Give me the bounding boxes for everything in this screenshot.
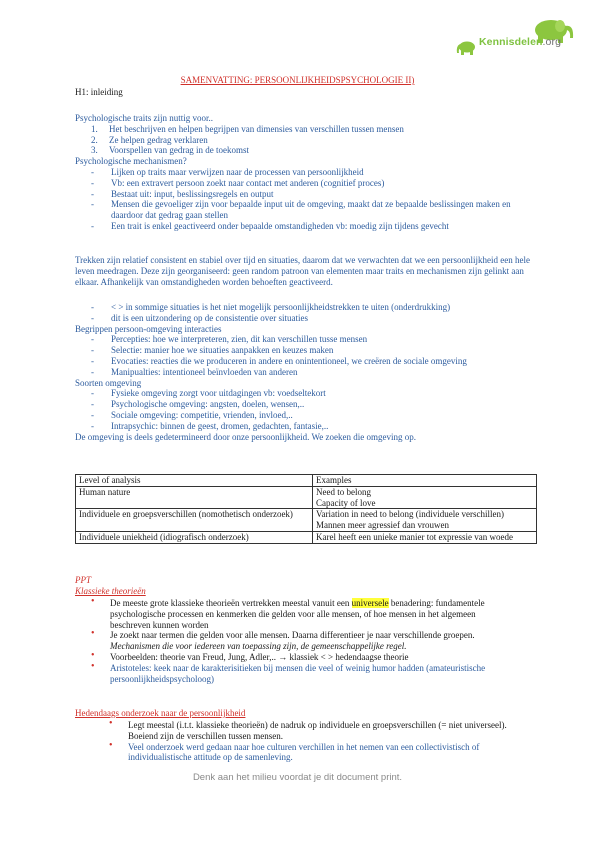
list-item: • De meeste grote klassieke theorieën vertrekken meestal vanuit een universele benadering: fundamentele psychologische processen en kenmerken die gelden voor alle mensen, of hoe mensen in het algemeen beschreven kunnen worden: [91, 596, 485, 630]
list-item: • Aristoteles: keek naar de karakterisitieken bij mensen die veel of weinig humor hadden (amateuristische persoonlijkheidspsycholoog): [75, 663, 545, 685]
list-item: - Evocaties: reacties die we produceren in andere en onintentioneel, we creëren de sociale omgeving: [91, 355, 467, 366]
list-text: Vb: een extravert persoon zoekt naar contact met anderen (cognitief proces): [111, 177, 385, 188]
list-text: < > in sommige situaties is het niet mogelijk persoonlijkheidstrekken te uiten (onderdrukking): [111, 302, 451, 312]
logo-tld: .org: [542, 36, 562, 48]
cell-line: Capacity of love: [316, 497, 376, 508]
consistency-list: [75, 302, 545, 442]
traits-section: [75, 113, 545, 232]
list-text: Percepties: hoe we interpreteren, zien, dit kan verschillen tusse mensen: [111, 334, 368, 345]
list-item: - Sociale omgeving: competitie, vrienden, invloed,..: [91, 409, 293, 420]
list-item: - Een trait is enkel geactiveerd onder bepaalde omstandigheden vb: moedig zijn tijdens gevecht: [91, 220, 449, 231]
traits-heading: Psychologische traits zijn nuttig voor..: [75, 113, 213, 123]
list-text: Legt meestal (i.t.t. klassieke theorieën) de nadruk op individuele en groepsverschillen (= niet universeel). Boeiend zijn de verschillen tussen mensen.: [128, 720, 507, 741]
list-text: Intrapsychic: binnen de geest, dromen, gedachten, fantasie,..: [111, 420, 329, 431]
analysis-table: [75, 474, 537, 544]
mechanisms-heading: Psychologische mechanismen?: [75, 156, 187, 167]
modern-list: [75, 720, 545, 763]
list-text: De meeste grote klassieke theorieën vertrekken meestal vanuit een: [110, 598, 352, 608]
consistency-paragraph: Trekken zijn relatief consistent en stabiel over tijd en situaties, daarom dat we verwachten dat we een persoonlijkheid een hele leven meedragen. Deze zijn georganiseerd: geen random patroon van elementen maar traits en mechanismen zijn gelinkt aan elkaar. Afhankelijk van omstandigheden worden behoeften geactiveerd.: [75, 255, 531, 287]
list-text: Aristoteles: keek naar de karakterisitieken bij mensen die veel of weinig humor hadden (amateuristische persoonlijkheidspsycholoog): [110, 662, 486, 684]
table-row: [76, 486, 537, 509]
list-text: Selectie: manier hoe we situaties aanpakken en keuzes maken: [111, 345, 334, 356]
list-text: Sociale omgeving: competitie, vrienden, invloed,..: [111, 409, 293, 420]
table-cell: Human nature: [76, 486, 313, 509]
italic-text: Mechanismen die voor iedereen van toepassing zijn, de gemeenschappelijke regel.: [110, 641, 407, 652]
list-text: Je zoekt naar termen die gelden voor alle mensen. Daarna differentieer je naar verschillende groepen.: [110, 630, 475, 641]
list-item: [75, 145, 545, 156]
logo-wordmark: [479, 36, 561, 48]
cell-line: Variation in need to belong (individuele verschillen): [316, 509, 504, 520]
list-item: • Veel onderzoek werd gedaan naar hoe culturen verchillen in het nemen van een collectivistisch of individualistische attitude op de samenleving.: [75, 742, 545, 764]
list-item: - Manipualties: intentioneel beïnvloeden van anderen: [91, 366, 298, 377]
list-item: - Mensen die gevoeliger zijn voor bepaalde input uit de omgeving, maakt dat ze bepaalde beslissingen maken en daardoor dat gedrag gaan stellen: [91, 199, 511, 221]
document-title: SAMENVATTING: PERSOONLIJKHEIDSPSYCHOLOGIE II): [180, 75, 415, 85]
list-text: Evocaties: reacties die we produceren in andere en onintentioneel, we creëren de sociale omgeving: [111, 355, 467, 366]
cell-line: Need to belong: [316, 486, 372, 497]
list-text: Psychologische omgeving: angsten, doelen, wensen,..: [111, 399, 305, 410]
list-text: Mensen die gevoeliger zijn voor bepaalde input uit de omgeving, maakt dat ze bepaalde beslissingen maken en daardoor dat gedrag gaan stellen: [111, 199, 511, 221]
list-text: Veel onderzoek werd gedaan naar hoe culturen verchillen in het nemen van een collectivistisch of individualistische attitude op de samenleving.: [128, 741, 480, 763]
list-item: [75, 124, 545, 135]
table-cell: [313, 509, 537, 532]
interactions-heading: Begrippen persoon-omgeving interacties: [75, 323, 222, 334]
table-header-row: [76, 475, 537, 487]
list-text: dit is een uitzondering op de consistentie over situaties: [111, 312, 308, 323]
list-text: benadering: fundamentele psychologische processen en kenmerken die gelden voor alle mensen, of hoe mensen in het algemeen beschreven kunnen worden: [110, 598, 485, 630]
classic-heading: Klassieke theorieën: [75, 586, 146, 596]
list-item: - Vb: een extravert persoon zoekt naar contact met anderen (cognitief proces): [91, 177, 385, 188]
table-row: [76, 509, 537, 532]
cell-line: Mannen meer agressief dan vrouwen: [316, 520, 449, 531]
list-item: • Legt meestal (i.t.t. klassieke theorieën) de nadruk op individuele en groepsverschillen (= niet universeel). Boeiend zijn de verschillen tussen mensen.: [75, 720, 545, 742]
list-text: Bestaat uit: input, beslissingsregels en output: [111, 188, 274, 199]
highlighted-text: universele: [351, 598, 389, 608]
list-item: - Intrapsychic: binnen de geest, dromen, gedachten, fantasie,..: [91, 420, 329, 431]
list-item: - Percepties: hoe we interpreteren, zien, dit kan verschillen tusse mensen: [91, 334, 368, 345]
modern-heading: Hedendaags onderzoek naar de persoonlijkheid: [75, 708, 246, 718]
table-row: [76, 531, 537, 543]
table-header: Examples: [313, 475, 537, 487]
conclusion-text: De omgeving is deels gedetermineerd door onze persoonlijkheid. We zoeken die omgeving op.: [75, 431, 417, 442]
list-text: Voorspellen van gedrag in de toekomst: [109, 145, 250, 156]
environment-heading: Soorten omgeving: [75, 377, 142, 388]
footer-note: Denk aan het milieu voordat je dit document print.: [192, 772, 403, 783]
list-item: [75, 135, 545, 146]
classic-list: [75, 598, 545, 684]
table-cell: Individuele en groepsverschillen (nomothetisch onderzoek): [76, 509, 313, 532]
list-item: - Psychologische omgeving: angsten, doelen, wensen,..: [91, 399, 305, 410]
ppt-label: PPT: [75, 575, 92, 585]
table-cell: Karel heeft een unieke manier tot expressie van woede: [313, 531, 537, 543]
list-text: Ze helpen gedrag verklaren: [109, 134, 208, 145]
table-cell: [313, 486, 537, 509]
list-item: - < > in sommige situaties is het niet mogelijk persoonlijkheidstrekken te uiten (onderdrukking): [91, 302, 451, 312]
list-text: Een trait is enkel geactiveerd onder bepaalde omstandigheden vb: moedig zijn tijdens gevecht: [111, 220, 449, 231]
logo-brand: Kennisdelen: [479, 36, 543, 48]
list-item: - Lijken op traits maar verwijzen naar de processen van persoonlijkheid: [91, 166, 364, 177]
list-item: • Voorbeelden: theorie van Freud, Jung, Adler,.. → klassiek < > hedendaagse theorie: [75, 652, 545, 663]
list-number: 3.: [91, 145, 98, 156]
list-number: 1.: [91, 123, 98, 134]
list-item: - Bestaat uit: input, beslissingsregels en output: [91, 188, 274, 199]
list-item: • Je zoekt naar termen die gelden voor alle mensen. Daarna differentieer je naar verschillende groepen. Mechanismen die voor iedereen van toepassing zijn, de gemeenschappelijke regel.: [91, 628, 475, 652]
list-text: Fysieke omgeving zorgt voor uitdagingen vb: voedseltekort: [111, 388, 326, 399]
list-item: - Selectie: manier hoe we situaties aanpakken en keuzes maken: [91, 345, 334, 356]
kennisdelen-logo[interactable]: [456, 16, 581, 62]
table-cell: Individuele uniekheid (idiografisch onderzoek): [76, 531, 313, 543]
list-item: - Fysieke omgeving zorgt voor uitdagingen vb: voedseltekort: [91, 388, 326, 399]
table-header: Level of analysis: [76, 475, 313, 487]
list-number: 2.: [91, 134, 98, 145]
list-text: Voorbeelden: theorie van Freud, Jung, Adler,.. → klassiek < > hedendaagse theorie: [110, 651, 409, 662]
list-text: Het beschrijven en helpen begrijpen van dimensies van verschillen tussen mensen: [109, 123, 404, 134]
list-item: - dit is een uitzondering op de consistentie over situaties: [91, 312, 308, 323]
list-text: Lijken op traits maar verwijzen naar de processen van persoonlijkheid: [111, 166, 364, 177]
chapter-heading: H1: inleiding: [75, 87, 123, 97]
list-text: Manipualties: intentioneel beïnvloeden van anderen: [111, 366, 298, 377]
